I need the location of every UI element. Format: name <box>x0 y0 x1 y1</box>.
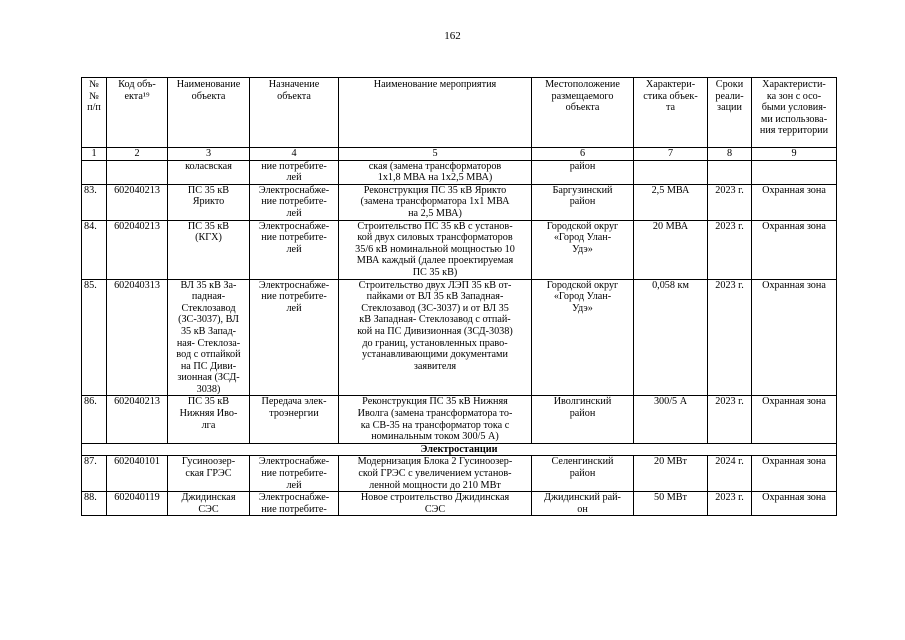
cell-term: 2023 г. <box>708 396 752 443</box>
table-row <box>82 184 837 220</box>
header-name: Наименование объекта <box>168 78 250 148</box>
cell-purpose: Электроснабже- ние потребите- лей <box>250 279 339 396</box>
column-number: 8 <box>708 148 752 161</box>
header-purpose: Назначение объекта <box>250 78 339 148</box>
cell-characteristic: 0,058 км <box>634 279 708 396</box>
page-number: 162 <box>444 30 461 42</box>
cell-zone: Охранная зона <box>752 279 837 396</box>
column-number: 1 <box>82 148 107 161</box>
cell-activity: Модернизация Блока 2 Гусиноозер- ской ГРЭС с увеличением установ- ленной мощности до 210 МВт <box>339 456 532 492</box>
cell-code: 602040213 <box>107 396 168 443</box>
header-zone: Характеристи- ка зон с осо- быми условия- ми использова- ния территории <box>752 78 837 148</box>
cell-activity: ская (замена трансформаторов 1х1,8 МВА на 1х2,5 МВА) <box>339 160 532 184</box>
cell-term <box>708 160 752 184</box>
cell-activity: Строительство ПС 35 кВ с установ- кой двух силовых трансформаторов 35/6 кВ номинальной мощностью 10 МВА каждый (далее проектируемая ПС 35 кВ) <box>339 220 532 279</box>
cell-zone: Охранная зона <box>752 220 837 279</box>
cell-purpose: Передача элек- троэнергии <box>250 396 339 443</box>
cell-name: Джидинская СЭС <box>168 492 250 516</box>
cell-characteristic <box>634 160 708 184</box>
header-term: Сроки реали- зации <box>708 78 752 148</box>
column-number: 4 <box>250 148 339 161</box>
cell-num: 88. <box>82 492 107 516</box>
column-numbers-row <box>82 148 837 161</box>
table-row <box>82 279 837 396</box>
table-row <box>82 492 837 516</box>
column-number: 6 <box>532 148 634 161</box>
cell-name: ПС 35 кВ (КГХ) <box>168 220 250 279</box>
cell-characteristic: 50 МВт <box>634 492 708 516</box>
cell-name: колаcвская <box>168 160 250 184</box>
cell-num <box>82 160 107 184</box>
cell-location: Городской округ «Город Улан- Удэ» <box>532 279 634 396</box>
cell-activity: Реконструкция ПС 35 кВ Ярикто (замена трансформатора 1х1 МВА на 2,5 МВА) <box>339 184 532 220</box>
cell-code: 602040213 <box>107 220 168 279</box>
cell-purpose: Электроснабже- ние потребите- <box>250 492 339 516</box>
cell-activity: Новое строительство Джидинская СЭС <box>339 492 532 516</box>
header-code: Код объ- екта¹⁹ <box>107 78 168 148</box>
cell-term: 2024 г. <box>708 456 752 492</box>
cell-zone <box>752 160 837 184</box>
cell-purpose: Электроснабже- ние потребите- лей <box>250 220 339 279</box>
cell-code: 602040313 <box>107 279 168 396</box>
cell-name: ВЛ 35 кВ За- падная- Стеклозавод (ЗС-3037), ВЛ 35 кВ Запад- ная- Стеклоза- вод с отпайкой на ПС Диви- зионная (ЗСД- 3038) <box>168 279 250 396</box>
column-number: 2 <box>107 148 168 161</box>
column-number: 5 <box>339 148 532 161</box>
cell-location: Баргузинский район <box>532 184 634 220</box>
cell-term: 2023 г. <box>708 492 752 516</box>
cell-term: 2023 г. <box>708 279 752 396</box>
cell-num: 86. <box>82 396 107 443</box>
column-number: 3 <box>168 148 250 161</box>
cell-num: 84. <box>82 220 107 279</box>
table-row <box>82 220 837 279</box>
cell-characteristic: 2,5 МВА <box>634 184 708 220</box>
header-num: № № п/п <box>82 78 107 148</box>
cell-location: Иволгинский район <box>532 396 634 443</box>
cell-term: 2023 г. <box>708 184 752 220</box>
cell-location: район <box>532 160 634 184</box>
cell-code: 602040101 <box>107 456 168 492</box>
cell-name: ПС 35 кВ Нижняя Иво- лга <box>168 396 250 443</box>
table-row <box>82 396 837 443</box>
column-number: 9 <box>752 148 837 161</box>
section-title: Электростанции <box>82 443 837 456</box>
cell-characteristic: 20 МВт <box>634 456 708 492</box>
cell-zone: Охранная зона <box>752 396 837 443</box>
cell-name: ПС 35 кВ Ярикто <box>168 184 250 220</box>
cell-name: Гусиноозер- ская ГРЭС <box>168 456 250 492</box>
header-row <box>82 78 837 148</box>
column-number: 7 <box>634 148 708 161</box>
cell-characteristic: 20 МВА <box>634 220 708 279</box>
cell-code: 602040119 <box>107 492 168 516</box>
header-location: Местоположение размещаемого объекта <box>532 78 634 148</box>
cell-purpose: ние потребите- лей <box>250 160 339 184</box>
cell-location: Джидинский рай- он <box>532 492 634 516</box>
cell-num: 83. <box>82 184 107 220</box>
cell-characteristic: 300/5 А <box>634 396 708 443</box>
cell-zone: Охранная зона <box>752 184 837 220</box>
section-row <box>82 443 837 456</box>
cell-location: Селенгинский район <box>532 456 634 492</box>
cell-code: 602040213 <box>107 184 168 220</box>
cell-activity: Строительство двух ЛЭП 35 кВ от- пайками от ВЛ 35 кВ Западная- Стеклозавод (ЗС-3037) и от ВЛ 35 кВ Западная- Стеклозавод с отпай- кой на ПС Дивизионная (ЗСД-3038) до границ, установленных право- устанавливающими документами заявителя <box>339 279 532 396</box>
header-activity: Наименование мероприятия <box>339 78 532 148</box>
cell-location: Городской округ «Город Улан- Удэ» <box>532 220 634 279</box>
header-characteristic: Характери- стика объек- та <box>634 78 708 148</box>
cell-code <box>107 160 168 184</box>
cell-term: 2023 г. <box>708 220 752 279</box>
cell-activity: Реконструкция ПС 35 кВ Нижняя Иволга (замена трансформатора то- ка СВ-35 на трансформатор тока с номинальным током 300/5 А) <box>339 396 532 443</box>
cell-zone: Охранная зона <box>752 492 837 516</box>
cell-purpose: Электроснабже- ние потребите- лей <box>250 456 339 492</box>
cell-num: 85. <box>82 279 107 396</box>
objects-table <box>81 77 837 516</box>
cell-zone: Охранная зона <box>752 456 837 492</box>
continuation-row <box>82 160 837 184</box>
cell-num: 87. <box>82 456 107 492</box>
table-row <box>82 456 837 492</box>
cell-purpose: Электроснабже- ние потребите- лей <box>250 184 339 220</box>
